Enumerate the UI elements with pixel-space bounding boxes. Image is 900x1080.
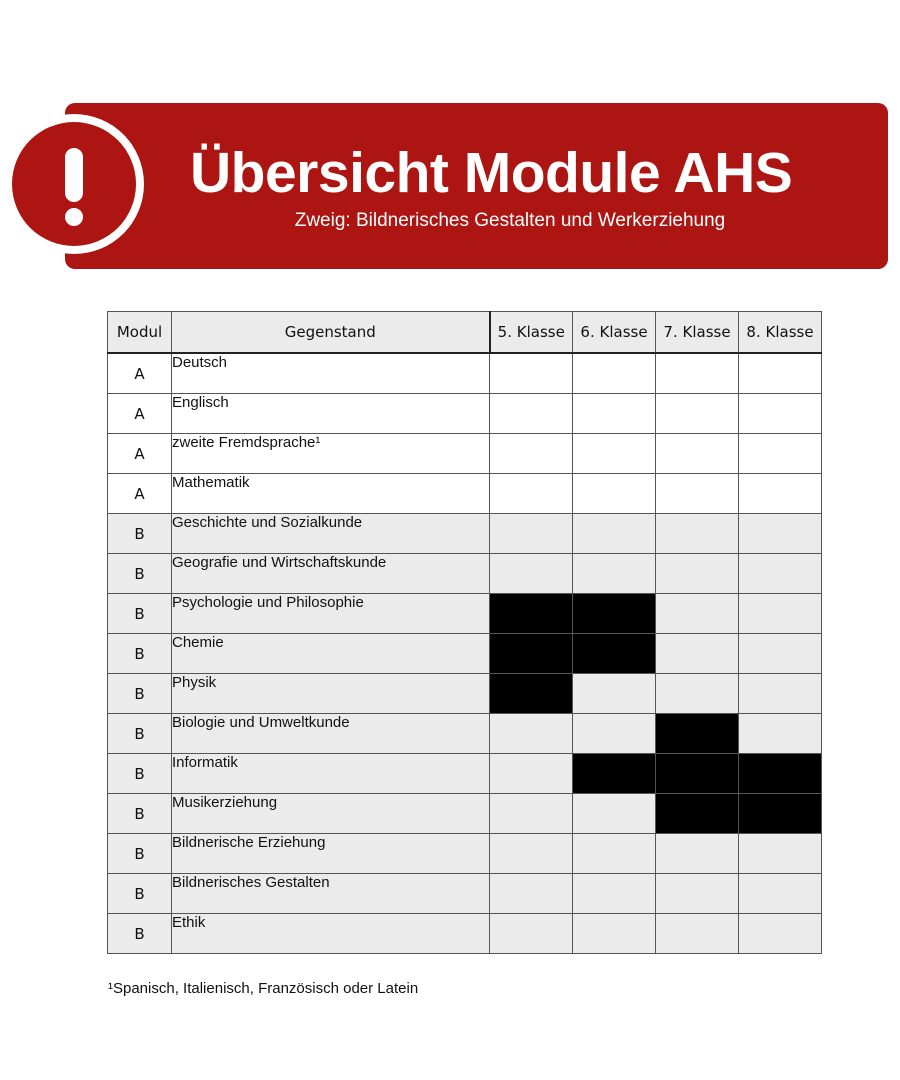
- subject-cell: Englisch: [172, 394, 490, 434]
- klasse-6-cell: [573, 474, 656, 514]
- klasse-8-cell: [739, 594, 822, 634]
- subject-cell: Bildnerische Erziehung: [172, 834, 490, 874]
- klasse-5-cell: [490, 714, 573, 754]
- subject-cell: Informatik: [172, 754, 490, 794]
- klasse-8-cell: [739, 394, 822, 434]
- modul-cell: B: [108, 754, 172, 794]
- page-subtitle: Zweig: Bildnerisches Gestalten und Werkerziehung: [294, 210, 726, 231]
- klasse-6-cell: [573, 554, 656, 594]
- table-row: [108, 514, 822, 554]
- table-header-row: [108, 312, 822, 354]
- klasse-6-cell: [573, 794, 656, 834]
- table-row: [108, 834, 822, 874]
- modul-cell: B: [108, 674, 172, 714]
- modul-cell: B: [108, 874, 172, 914]
- column-header-klasse-5: 5. Klasse: [490, 312, 573, 354]
- klasse-6-cell: [573, 353, 656, 394]
- klasse-7-cell: [656, 434, 739, 474]
- modul-cell: B: [108, 514, 172, 554]
- subject-cell: Deutsch: [172, 353, 490, 394]
- klasse-8-cell: [739, 714, 822, 754]
- klasse-6-cell: [573, 634, 656, 674]
- klasse-5-cell: [490, 554, 573, 594]
- klasse-7-cell: [656, 474, 739, 514]
- klasse-7-cell: [656, 594, 739, 634]
- klasse-5-cell: [490, 674, 573, 714]
- subject-cell: Physik: [172, 674, 490, 714]
- klasse-7-cell: [656, 794, 739, 834]
- column-header-klasse-8: 8. Klasse: [739, 312, 822, 354]
- module-table: [107, 311, 822, 954]
- klasse-7-cell: [656, 554, 739, 594]
- klasse-5-cell: [490, 634, 573, 674]
- modul-cell: B: [108, 794, 172, 834]
- klasse-6-cell: [573, 674, 656, 714]
- klasse-6-cell: [573, 394, 656, 434]
- klasse-8-cell: [739, 474, 822, 514]
- modul-cell: B: [108, 594, 172, 634]
- modul-cell: A: [108, 434, 172, 474]
- table-row: [108, 353, 822, 394]
- klasse-6-cell: [573, 914, 656, 954]
- subject-cell: Geografie und Wirtschaftskunde: [172, 554, 490, 594]
- klasse-8-cell: [739, 634, 822, 674]
- klasse-8-cell: [739, 754, 822, 794]
- klasse-5-cell: [490, 394, 573, 434]
- klasse-7-cell: [656, 634, 739, 674]
- footnote: ¹Spanisch, Italienisch, Französisch oder Latein: [108, 980, 419, 997]
- modul-cell: A: [108, 353, 172, 394]
- klasse-7-cell: [656, 714, 739, 754]
- exclamation-circle-icon: [12, 122, 136, 246]
- subject-cell: Psychologie und Philosophie: [172, 594, 490, 634]
- table-row: [108, 914, 822, 954]
- subject-cell: Bildnerisches Gestalten: [172, 874, 490, 914]
- table-row: [108, 474, 822, 514]
- column-header-klasse-6: 6. Klasse: [573, 312, 656, 354]
- column-header-gegenstand: Gegenstand: [172, 312, 490, 354]
- klasse-6-cell: [573, 594, 656, 634]
- klasse-8-cell: [739, 914, 822, 954]
- column-header-modul: Modul: [108, 312, 172, 354]
- subject-cell: Musikerziehung: [172, 794, 490, 834]
- subject-cell: Mathematik: [172, 474, 490, 514]
- klasse-8-cell: [739, 434, 822, 474]
- table-row: [108, 874, 822, 914]
- klasse-7-cell: [656, 874, 739, 914]
- klasse-5-cell: [490, 874, 573, 914]
- table-row: [108, 754, 822, 794]
- klasse-8-cell: [739, 554, 822, 594]
- klasse-8-cell: [739, 674, 822, 714]
- page-title: Übersicht Module AHS: [190, 141, 793, 205]
- exclamation-dot: [65, 208, 83, 226]
- klasse-7-cell: [656, 914, 739, 954]
- modul-cell: B: [108, 714, 172, 754]
- klasse-5-cell: [490, 594, 573, 634]
- klasse-7-cell: [656, 394, 739, 434]
- table-row: [108, 594, 822, 634]
- table-row: [108, 674, 822, 714]
- klasse-8-cell: [739, 794, 822, 834]
- klasse-8-cell: [739, 874, 822, 914]
- klasse-6-cell: [573, 834, 656, 874]
- klasse-8-cell: [739, 353, 822, 394]
- klasse-6-cell: [573, 714, 656, 754]
- klasse-8-cell: [739, 514, 822, 554]
- table-row: [108, 794, 822, 834]
- klasse-7-cell: [656, 834, 739, 874]
- klasse-7-cell: [656, 514, 739, 554]
- klasse-8-cell: [739, 834, 822, 874]
- table-body: [108, 353, 822, 954]
- klasse-5-cell: [490, 914, 573, 954]
- column-header-klasse-7: 7. Klasse: [656, 312, 739, 354]
- klasse-5-cell: [490, 794, 573, 834]
- klasse-7-cell: [656, 754, 739, 794]
- klasse-7-cell: [656, 674, 739, 714]
- modul-cell: B: [108, 554, 172, 594]
- modul-cell: B: [108, 834, 172, 874]
- subject-cell: zweite Fremdsprache¹: [172, 434, 490, 474]
- table-row: [108, 714, 822, 754]
- klasse-7-cell: [656, 353, 739, 394]
- table-row: [108, 554, 822, 594]
- table-row: [108, 394, 822, 434]
- exclamation-bar: [65, 148, 83, 202]
- klasse-6-cell: [573, 434, 656, 474]
- table-row: [108, 634, 822, 674]
- klasse-6-cell: [573, 874, 656, 914]
- modul-cell: A: [108, 474, 172, 514]
- subject-cell: Geschichte und Sozialkunde: [172, 514, 490, 554]
- klasse-5-cell: [490, 434, 573, 474]
- modul-cell: A: [108, 394, 172, 434]
- klasse-5-cell: [490, 353, 573, 394]
- table-row: [108, 434, 822, 474]
- modul-cell: B: [108, 634, 172, 674]
- klasse-5-cell: [490, 834, 573, 874]
- subject-cell: Biologie und Umweltkunde: [172, 714, 490, 754]
- subject-cell: Ethik: [172, 914, 490, 954]
- klasse-5-cell: [490, 474, 573, 514]
- klasse-6-cell: [573, 754, 656, 794]
- klasse-5-cell: [490, 514, 573, 554]
- subject-cell: Chemie: [172, 634, 490, 674]
- modul-cell: B: [108, 914, 172, 954]
- klasse-5-cell: [490, 754, 573, 794]
- klasse-6-cell: [573, 514, 656, 554]
